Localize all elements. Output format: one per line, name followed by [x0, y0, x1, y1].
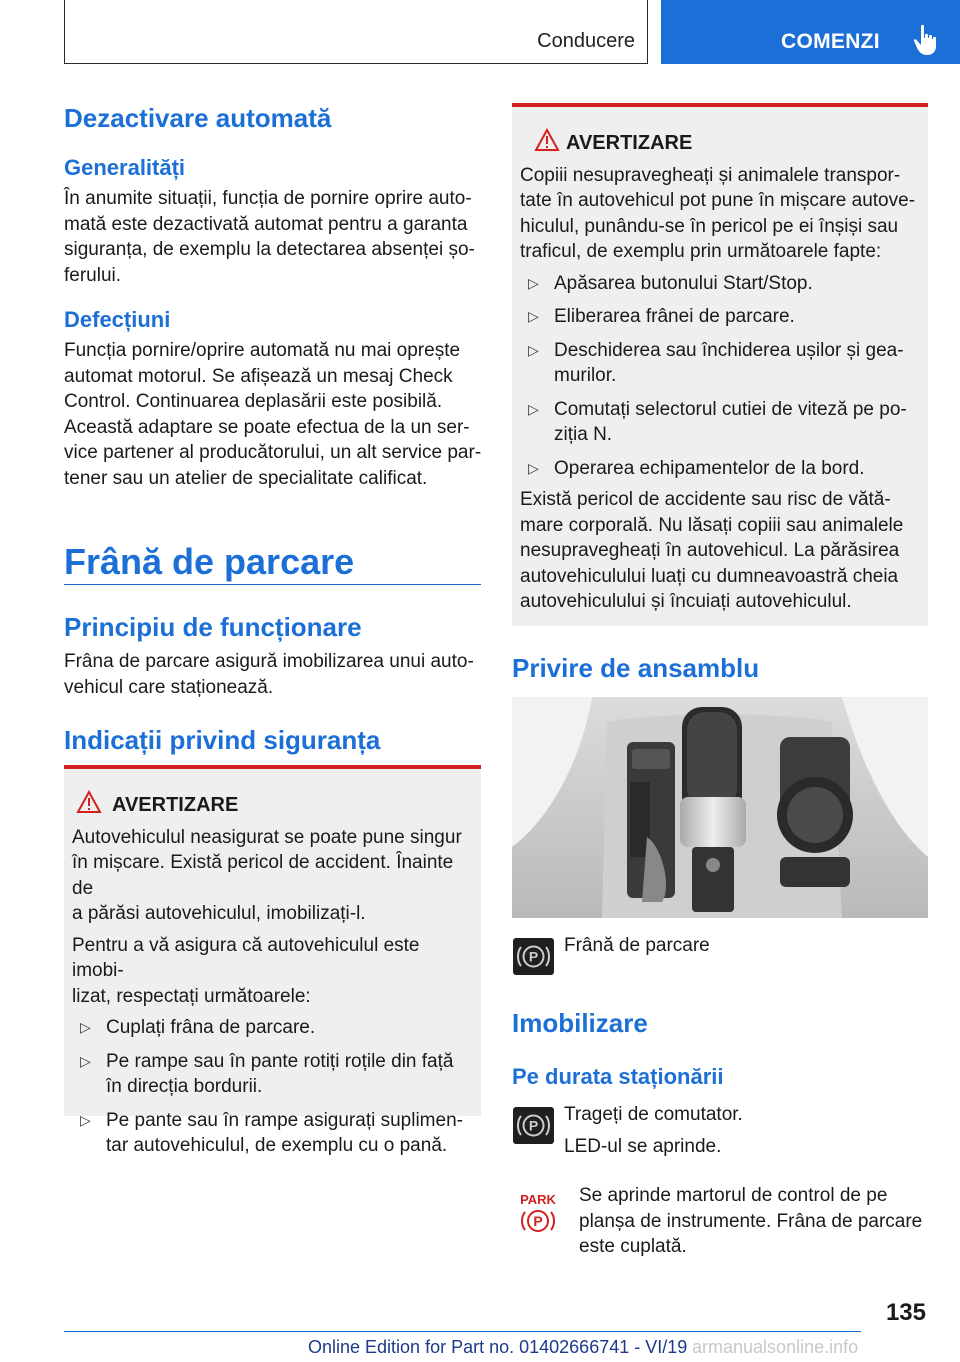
chapter-title: COMENZI — [781, 30, 880, 53]
warning-box-left — [64, 765, 481, 1156]
warning-triangle-icon — [76, 790, 102, 814]
pointing-hand-icon — [912, 24, 940, 56]
header-chapter-tab[interactable] — [661, 0, 960, 64]
heading-parking-brake: Frână de parcare — [64, 541, 355, 582]
warning-text-1: Autovehiculul neasigurat se poate pune singur în mișcare. Există pericol de accident. Înainte de a părăsi autovehiculul, imobilizați-l. — [72, 826, 462, 924]
instruction-led: LED-ul se aprinde. — [564, 1136, 722, 1157]
page-number: 135 — [885, 1299, 926, 1326]
heading-underline — [64, 584, 481, 585]
warning-list — [520, 271, 920, 482]
left-column-lower — [64, 611, 484, 756]
list-item: ▷ Pe rampe sau în pante rotiți roțile din față în direcția bordurii. — [72, 1049, 473, 1100]
list-item: ▷ Pe pante sau în rampe asigurați suplimen- tar autovehiculul, de exemplu cu o pană. — [72, 1108, 473, 1159]
warning-triangle-icon — [534, 128, 560, 152]
warning-text-1: Copiii nesupravegheați și animalele transpor- tate în autovehicul pot pune în mișcare autove- hiculul, punându-se în pericol pe ei înșiși sau traficul, de exemplu prin următoarele fapte: — [520, 164, 916, 262]
warning-title: AVERTIZARE — [112, 794, 239, 816]
watermark: armanualsonline.info — [692, 1337, 859, 1357]
header-section-box — [64, 0, 648, 64]
heading-general: Generalități — [64, 155, 186, 180]
heading-defects: Defecțiuni — [64, 307, 171, 332]
heading-standstill: Pe durata staționării — [512, 1064, 724, 1089]
warning-list — [72, 1015, 473, 1159]
heading-immobilize: Imobilizare — [512, 1008, 648, 1038]
parking-brake-icon — [513, 1107, 554, 1144]
paragraph-defects: Funcția pornire/oprire automată nu mai oprește automat motorul. Se afișează un mesaj Check Control. Continuarea deplasării este posibilă. Această adaptare se poate efectua de la un ser- vice partener al producătorului, un alt service par- tener sau un atelier de specialitate calificat. — [64, 340, 482, 489]
warning-box-right — [512, 103, 928, 626]
paragraph-indicator: Se aprinde martorul de control de pe planșa de instrumente. Frâna de parcare este cuplată. — [579, 1185, 923, 1257]
svg-text:P: P — [528, 948, 539, 965]
icon-caption: Frână de parcare — [564, 935, 710, 956]
left-column — [64, 102, 484, 491]
heading-overview: Privire de ansamblu — [512, 653, 760, 683]
heading-auto-off: Dezactivare automată — [64, 103, 332, 133]
footer-rule — [64, 1331, 861, 1332]
instruction-pull-switch: Trageți de comutator. — [564, 1104, 743, 1125]
edition-info: Online Edition for Part no. 01402666741 - VI/19 — [308, 1337, 688, 1357]
warning-title: AVERTIZARE — [566, 132, 693, 154]
list-item: ▷ Comutați selectorul cutiei de viteză pe po- ziția N. — [520, 397, 920, 448]
section-title: Conducere — [537, 30, 635, 52]
list-item: ▷ Deschiderea sau închiderea ușilor și gea- murilor. — [520, 338, 920, 389]
list-item: ▷ Cuplați frâna de parcare. — [72, 1015, 473, 1041]
heading-safety: Indicații privind siguranța — [64, 725, 381, 755]
heading-principle: Principiu de funcționare — [64, 612, 362, 642]
paragraph-general: În anumite situații, funcția de pornire oprire auto- mată este dezactivată automat pentru a garanta siguranța, de exemplu la detectarea absenței șo- ferului. — [64, 188, 475, 286]
warning-text-2: Există pericol de accidente sau risc de vătă- mare corporală. Nu lăsați copiii sau animalele nesupravegheați în autovehicul. La părăsirea autovehiculului luați cu dumneavoastră cheia autovehiculului și încuiați autovehiculul. — [520, 489, 904, 612]
paragraph-principle: Frâna de parcare asigură imobilizarea unui auto- vehicul care staționează. — [64, 651, 474, 698]
park-indicator-icon: PARK P — [520, 1192, 556, 1229]
svg-text:P: P — [528, 1117, 539, 1134]
warning-text-2: Pentru a vă asigura că autovehiculul este imobi- lizat, respectați următoarele: — [72, 934, 420, 1007]
list-item: ▷ Eliberarea frânei de parcare. — [520, 304, 920, 330]
console-photo — [512, 697, 928, 918]
list-item: ▷ Apăsarea butonului Start/Stop. — [520, 271, 920, 297]
svg-text:P: P — [533, 1213, 543, 1229]
parking-brake-icon — [513, 938, 554, 975]
list-item: ▷ Operarea echipamentelor de la bord. — [520, 456, 920, 482]
